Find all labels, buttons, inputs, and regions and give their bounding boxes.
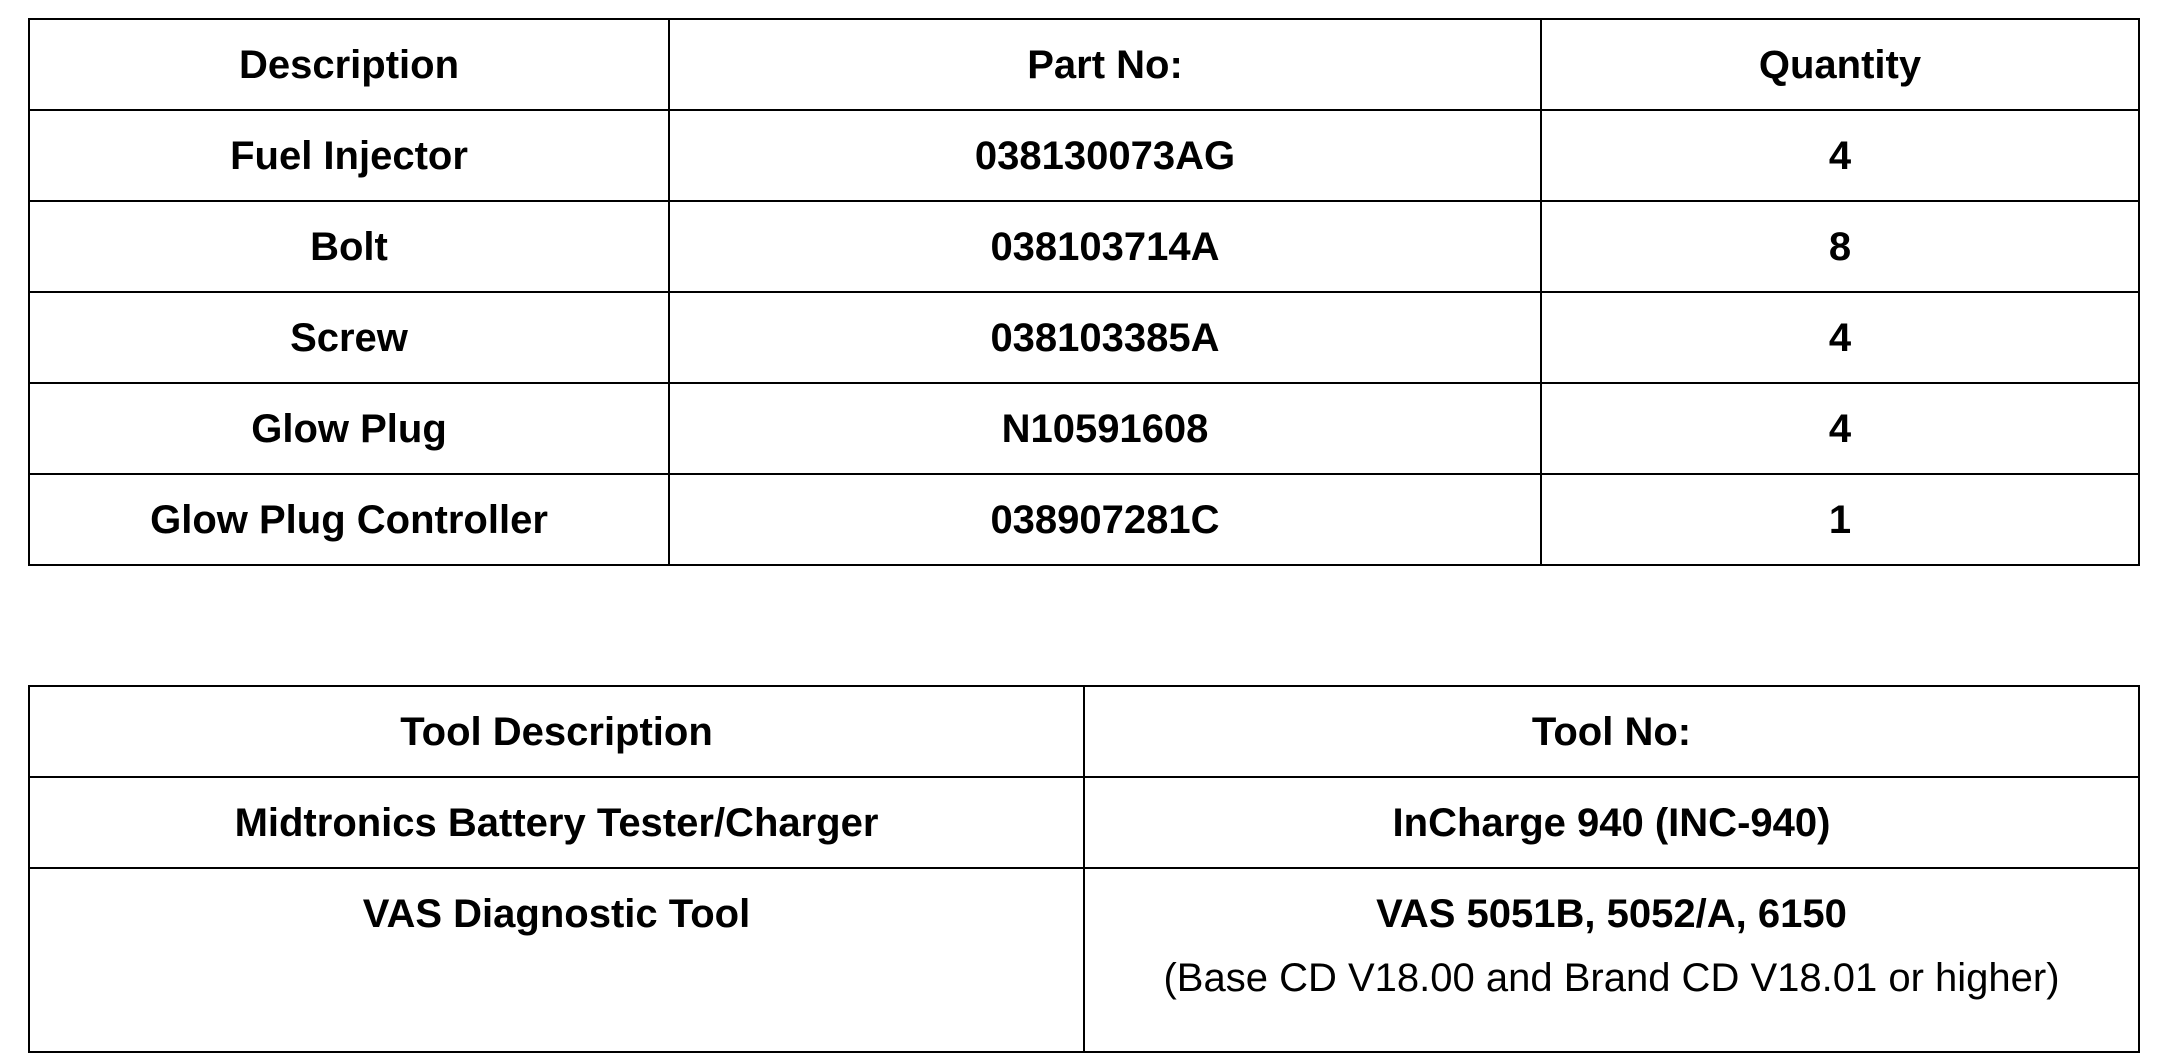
table-row (29, 868, 2139, 1052)
part-quantity: 4 (1541, 383, 2139, 474)
table-row (29, 201, 2139, 292)
parts-header-row (29, 19, 2139, 110)
part-description: Glow Plug Controller (29, 474, 669, 565)
table-row (29, 292, 2139, 383)
part-quantity: 4 (1541, 292, 2139, 383)
tool-note: (Base CD V18.00 and Brand CD V18.01 or higher) (1163, 956, 2060, 1000)
part-number: N10591608 (669, 383, 1541, 474)
header-tool-description: Tool Description (29, 686, 1084, 777)
header-tool-no: Tool No: (1084, 686, 2139, 777)
part-number: 038103385A (669, 292, 1541, 383)
table-row (29, 110, 2139, 201)
part-number: 038130073AG (669, 110, 1541, 201)
part-description: Glow Plug (29, 383, 669, 474)
part-number: 038907281C (669, 474, 1541, 565)
part-description: Screw (29, 292, 669, 383)
part-quantity: 4 (1541, 110, 2139, 201)
tool-description: Midtronics Battery Tester/Charger (29, 777, 1084, 868)
tool-number: InCharge 940 (INC-940) (1084, 777, 2139, 868)
tool-number-cell (1084, 868, 2139, 1052)
parts-table (28, 18, 2140, 566)
tool-number: VAS 5051B, 5052/A, 6150 (1376, 892, 1847, 936)
part-description: Bolt (29, 201, 669, 292)
tools-table (28, 685, 2140, 1053)
table-row (29, 474, 2139, 565)
tool-description: VAS Diagnostic Tool (29, 868, 1084, 1052)
header-quantity: Quantity (1541, 19, 2139, 110)
table-row (29, 383, 2139, 474)
table-row (29, 777, 2139, 868)
header-part-no: Part No: (669, 19, 1541, 110)
header-description: Description (29, 19, 669, 110)
tools-header-row (29, 686, 2139, 777)
part-description: Fuel Injector (29, 110, 669, 201)
part-quantity: 1 (1541, 474, 2139, 565)
part-quantity: 8 (1541, 201, 2139, 292)
part-number: 038103714A (669, 201, 1541, 292)
